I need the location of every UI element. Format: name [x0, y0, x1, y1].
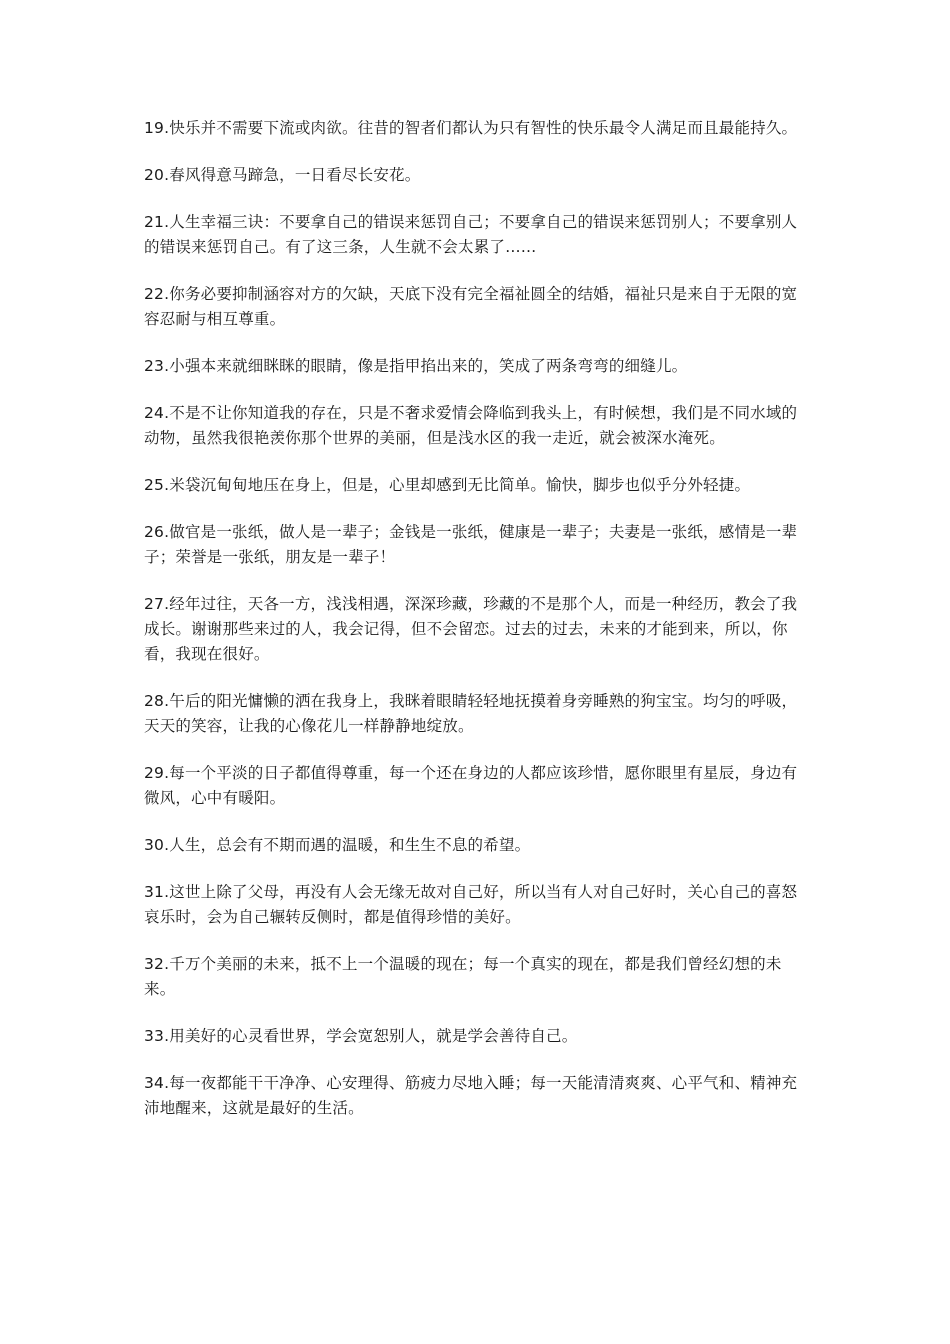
paragraph-21: 21.人生幸福三诀：不要拿自己的错误来惩罚自己；不要拿自己的错误来惩罚别人；不要拿别人的错误来惩罚自己。有了这三条，人生就不会太累了…… [144, 213, 798, 256]
paragraph-34: 34.每一夜都能干干净净、心安理得、筋疲力尽地入睡；每一天能清清爽爽、心平气和、精神充沛地醒来，这就是最好的生活。 [144, 1074, 798, 1117]
paragraph-22: 22.你务必要抑制涵容对方的欠缺，天底下没有完全福祉圆全的结婚，福祉只是来自于无限的宽容忍耐与相互尊重。 [144, 285, 798, 328]
document-page [144, 116, 808, 1143]
paragraph-20: 20.春风得意马蹄急，一日看尽长安花。 [144, 166, 421, 184]
paragraph-28: 28.午后的阳光慵懒的洒在我身上，我眯着眼睛轻轻地抚摸着身旁睡熟的狗宝宝。均匀的呼吸，天天的笑容，让我的心像花儿一样静静地绽放。 [144, 692, 798, 735]
paragraph-23: 23.小强本来就细眯眯的眼睛，像是指甲掐出来的，笑成了两条弯弯的细缝儿。 [144, 357, 688, 375]
paragraph-26: 26.做官是一张纸，做人是一辈子；金钱是一张纸，健康是一辈子；夫妻是一张纸，感情是一辈子；荣誉是一张纸，朋友是一辈子！ [144, 523, 798, 566]
paragraph-27: 27.经年过往，天各一方，浅浅相遇，深深珍藏，珍藏的不是那个人，而是一种经历，教会了我成长。谢谢那些来过的人，我会记得，但不会留恋。过去的过去，未来的才能到来，所以，你看，我现在很好。 [144, 595, 798, 663]
paragraph-33: 33.用美好的心灵看世界，学会宽恕别人，就是学会善待自己。 [144, 1027, 578, 1045]
paragraph-30: 30.人生，总会有不期而遇的温暖，和生生不息的希望。 [144, 836, 531, 854]
paragraph-19: 19.快乐并不需要下流或肉欲。往昔的智者们都认为只有智性的快乐最令人满足而且最能持久。 [144, 119, 798, 137]
paragraph-32: 32.千万个美丽的未来，抵不上一个温暖的现在；每一个真实的现在，都是我们曾经幻想的未来。 [144, 955, 782, 998]
paragraph-29: 29.每一个平淡的日子都值得尊重，每一个还在身边的人都应该珍惜，愿你眼里有星辰，身边有微风，心中有暖阳。 [144, 764, 798, 807]
paragraph-24: 24.不是不让你知道我的存在，只是不奢求爱情会降临到我头上，有时候想，我们是不同水域的动物，虽然我很艳羡你那个世界的美丽，但是浅水区的我一走近，就会被深水淹死。 [144, 404, 798, 447]
paragraph-31: 31.这世上除了父母，再没有人会无缘无故对自己好，所以当有人对自己好时，关心自己的喜怒哀乐时，会为自己辗转反侧时，都是值得珍惜的美好。 [144, 883, 798, 926]
paragraph-25: 25.米袋沉甸甸地压在身上，但是，心里却感到无比简单。愉快，脚步也似乎分外轻捷。 [144, 476, 751, 494]
